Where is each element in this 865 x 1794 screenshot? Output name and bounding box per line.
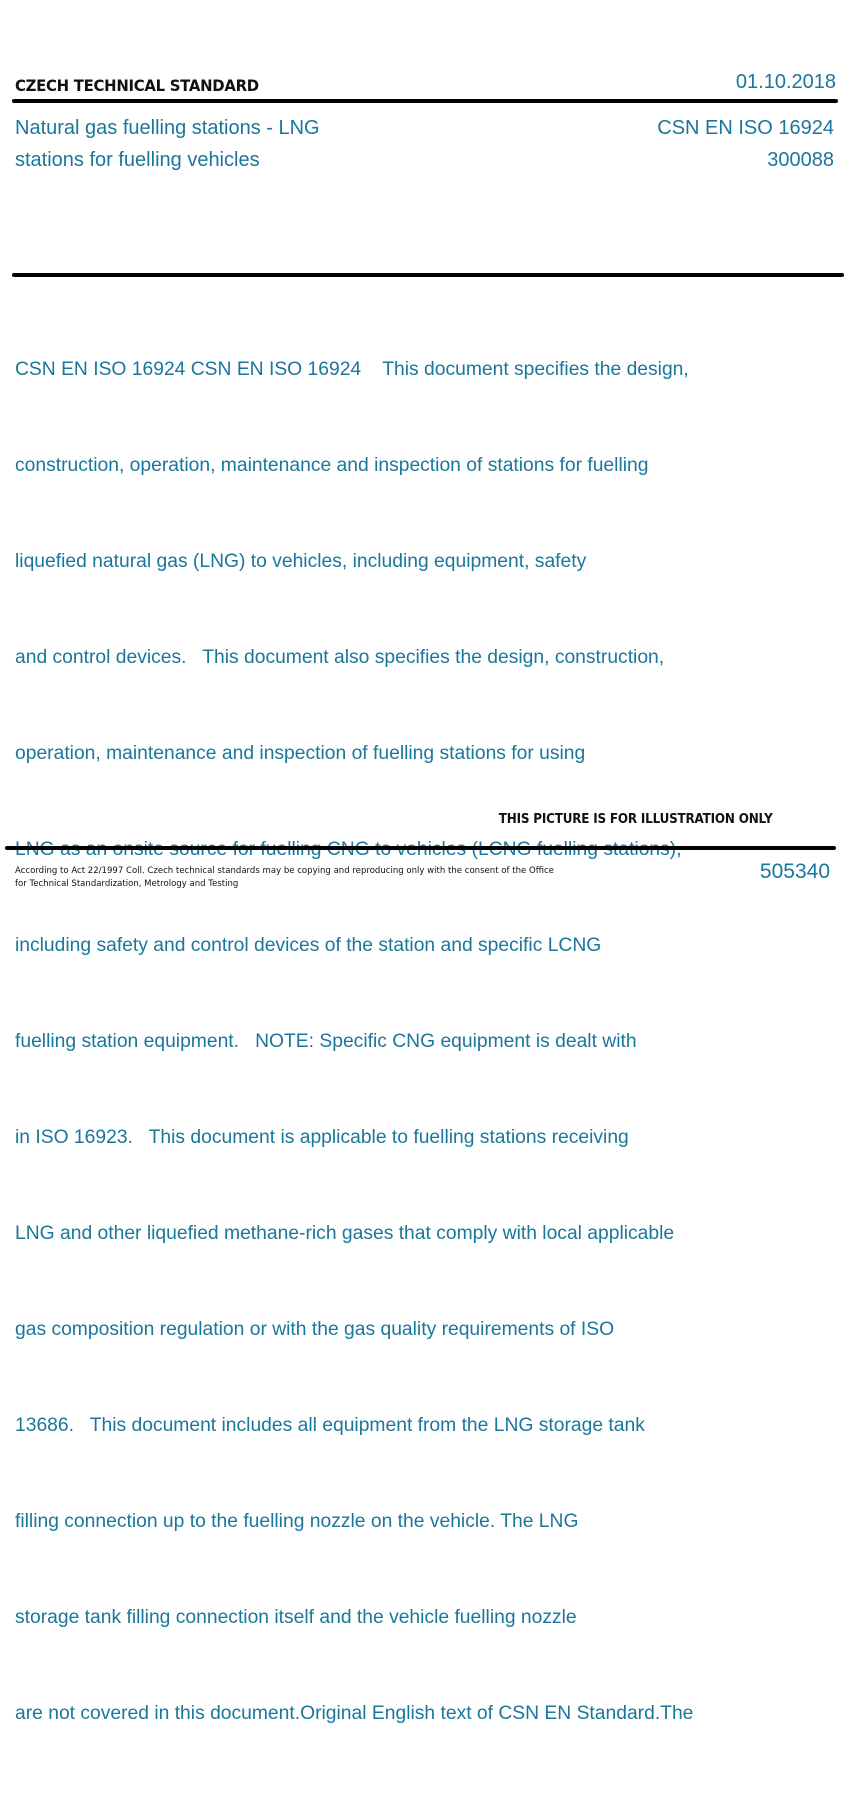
abstract-text — [15, 290, 855, 1794]
standard-type-label: CZECH TECHNICAL STANDARD — [15, 76, 259, 95]
abstract-line: construction, operation, maintenance and inspection of stations for fuelling — [15, 455, 649, 476]
abstract-line: in ISO 16923. This document is applicable to fuelling stations receiving — [15, 1127, 629, 1148]
abstract-line: including safety and control devices of the station and specific LCNG — [15, 935, 602, 956]
document-title-line-2: stations for fuelling vehicles — [15, 149, 260, 171]
abstract-line — [15, 834, 855, 866]
footer-divider — [5, 846, 836, 850]
abstract-line: liquefied natural gas (LNG) to vehicles, including equipment, safety — [15, 551, 587, 572]
footer-code: 505340 — [759, 860, 830, 883]
standard-code: CSN EN ISO 16924 — [657, 117, 834, 139]
copyright-note-line-2: for Technical Standardization, Metrology and Testing — [15, 878, 239, 889]
publication-date: 01.10.2018 — [735, 71, 836, 93]
abstract-line: fuelling station equipment. NOTE: Specific CNG equipment is dealt with — [15, 1031, 637, 1052]
abstract-line: storage tank filling connection itself and the vehicle fuelling nozzle — [15, 1607, 577, 1628]
abstract-line: are not covered in this document.Original English text of CSN EN Standard.The — [15, 1703, 694, 1724]
copyright-note-line-1: According to Act 22/1997 Coll. Czech technical standards may be copying and reproducing only with the consent of the Office — [15, 865, 554, 876]
abstract-line: and control devices. This document also specifies the design, construction, — [15, 647, 665, 668]
document-title-line-1: Natural gas fuelling stations - LNG — [15, 117, 320, 139]
catalog-number: 300088 — [767, 149, 834, 171]
abstract-line: 13686. This document includes all equipment from the LNG storage tank — [15, 1415, 645, 1436]
header-divider — [12, 99, 838, 103]
abstract-line: operation, maintenance and inspection of fuelling stations for using — [15, 743, 586, 764]
abstract-line: gas composition regulation or with the gas quality requirements of ISO — [15, 1319, 615, 1340]
abstract-line: LNG and other liquefied methane-rich gases that comply with local applicable — [15, 1223, 675, 1244]
illustration-notice: THIS PICTURE IS FOR ILLUSTRATION ONLY — [499, 812, 773, 827]
body-divider — [12, 273, 844, 277]
abstract-line: CSN EN ISO 16924 CSN EN ISO 16924 This document specifies the design, — [15, 359, 689, 380]
abstract-line: filling connection up to the fuelling nozzle on the vehicle. The LNG — [15, 1511, 579, 1532]
copyright-note — [15, 864, 573, 890]
